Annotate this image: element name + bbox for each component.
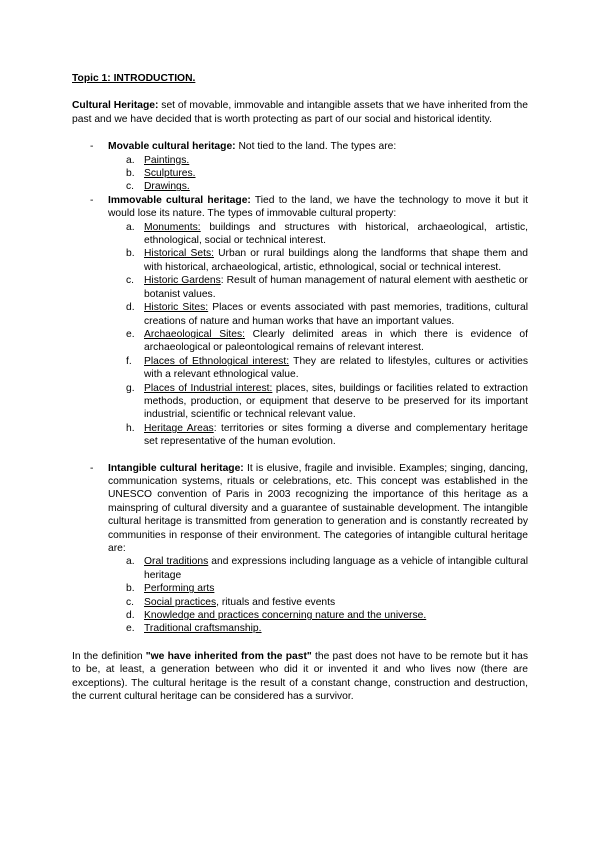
item-text: buildings and structures with historical, archaeological, artistic, ethnological, social or technical interest. [144,221,528,247]
item-text: and expressions including language as a vehicle of intangible cultural heritage [144,556,528,581]
list-item [108,301,528,328]
definition-pre: In the definition [72,650,146,662]
item-name: Historic Gardens [144,275,221,287]
list-item [108,422,528,449]
item-text: Clearly delimited areas in which there is evidence of archaeological or paleontological remains of relevant interest. [144,328,529,354]
list-item [108,355,528,382]
list-item [108,180,528,193]
list-marker: g. [126,382,135,394]
list-marker: e. [126,623,135,635]
movable-section [72,140,528,194]
definition-post: the past does not have to be remote but it has to be, at least, a generation between who did it or invented it and who lives now (there are exceptions). The cultural heritage is the result of a constant change, construction and destruction, the current cultural heritage can be considered has a survivor. [72,650,529,703]
list-marker: h. [126,422,135,434]
item-text: Urban or rural buildings along the landforms that shape them and with historical, archaeological, artistic, ethnological, social or technical interest. [144,248,528,273]
item-name: Knowledge and practices concerning nature and the universe. [144,610,427,622]
intro-term: Cultural Heritage: [72,100,159,112]
movable-text: Not tied to the land. The types are: [235,141,397,153]
immovable-term: Immovable cultural heritage: [108,194,251,206]
immovable-section [72,194,528,449]
topic-title: Topic 1: INTRODUCTION. [72,73,196,84]
item-text: They are related to lifestyles, cultures or activities with a relevant ethnological value. [144,355,528,381]
intangible-section [72,462,528,636]
item-name: Sculptures. [144,168,196,180]
list-marker: a. [126,221,135,233]
item-name: Heritage Areas [144,422,214,434]
list-marker: d. [126,302,135,314]
intangible-list [108,555,528,635]
definition-quote: "we have inherited from the past" [145,650,312,662]
item-name: Oral traditions [144,556,209,568]
intro-paragraph [72,99,528,126]
list-item [108,382,528,422]
item-name: Historical Sets: [144,248,214,260]
spacer [72,449,528,462]
list-marker: a. [126,154,135,166]
immovable-list [108,221,528,449]
item-text: rituals and festive events [218,596,336,608]
list-item [108,609,528,622]
document-page [72,72,528,703]
list-marker: c. [126,275,135,287]
immovable-text: Tied to the land, we have the technology to move it but it would lose its nature. The types of immovable cultural property: [108,194,528,220]
item-name: Drawings. [144,181,190,193]
item-name: Monuments: [144,221,201,233]
list-marker: b. [126,248,135,260]
item-name: Traditional craftsmanship. [144,623,262,635]
item-name: Historic Sites: [144,302,209,314]
item-name: Places of Industrial interest: [144,382,273,394]
list-marker: a. [126,556,135,568]
bullet-dash: - [90,462,94,474]
item-text: : Result of human management of natural element with aesthetic or botanist values. [144,275,528,300]
item-name: Archaeological Sites: [144,328,245,340]
item-name: Social practices, [144,596,219,608]
bullet-dash: - [90,194,94,206]
list-item [108,328,528,355]
list-item [108,274,528,301]
list-marker: e. [126,328,135,340]
intro-text: set of movable, immovable and intangible assets that we have inherited from the past and we have decided that is worth protecting as part of our social and historical identity. [72,100,528,125]
item-name: Paintings. [144,154,190,166]
item-text: places, sites, buildings or facilities related to extraction methods, production, or equipment that deserve to be preserved for its important industrial, scientific or technical relevant value. [144,382,529,421]
intangible-text: It is elusive, fragile and invisible. Examples; singing, dancing, communication systems, rituals or celebrations, etc. This concept was established in the UNESCO convention of Paris in 2003 recognizing the importance of this heritage as a mainspring of cultural diversity and a guarantee of sustainable development. The intangible cultural heritage is transmitted from generation to generation and is constantly recreated by communities in response of their environment. The categories of intangible cultural heritage are: [108,462,528,554]
item-text: : territories or sites forming a diverse and complementary heritage set representative of the human evolution. [144,422,528,448]
item-name: Places of Ethnological interest: [144,355,290,367]
list-marker: b. [126,583,135,595]
list-item [108,154,528,167]
list-item [108,596,528,609]
item-name: Performing arts [144,583,215,595]
movable-term: Movable cultural heritage: [108,141,236,153]
list-marker: f. [126,355,132,367]
list-marker: c. [126,181,135,193]
list-marker: c. [126,596,135,608]
intangible-term: Intangible cultural heritage: [108,462,244,474]
item-text: Places or events associated with past memories, traditions, cultural creations of nature and human works that have an important values. [144,302,528,327]
movable-list [108,154,528,194]
list-item [108,221,528,248]
list-item [108,555,528,582]
definition-paragraph [72,650,528,704]
list-marker: d. [126,610,135,622]
bullet-dash: - [90,141,94,153]
list-item [108,582,528,595]
list-marker: b. [126,168,135,180]
list-item [108,622,528,635]
list-item [108,247,528,274]
list-item [108,167,528,180]
